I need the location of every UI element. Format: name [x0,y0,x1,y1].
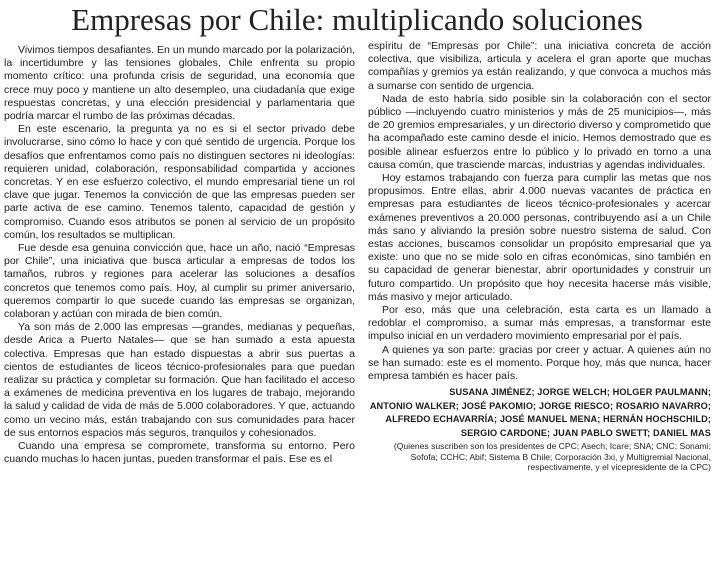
note-line: Sofofa; CCHC; Abif; Sistema B Chile; Corporación 3xi, y Multigremial Nacional, [410,451,711,462]
paragraph: Cuando una empresa se compromete, transforma su entorno. Pero cuando muchas lo hacen juntas, pueden transformar el país. Ese es el [4,440,355,466]
note-line: respectivamente, y el vicepresidente de la CPC) [527,462,711,473]
right-column [368,40,711,566]
paragraph: A quienes ya son parte: gracias por creer y actuar. A quienes aún no se han sumado: este es el momento. Porque hoy, más que nunca, hacer empresa también es hacer país. [368,343,711,383]
paragraph: espíritu de “Empresas por Chile”: una iniciativa concreta de acción colectiva, que visibiliza, articula y acelera el gran aporte que muchas compañías y gremios ya están realizando, y que convoca a muchos más a sumarse con sentido de urgencia. [368,40,711,92]
signers-line: SUSANA JIMÉNEZ; JORGE WELCH; HOLGER PAULMANN; [449,387,711,398]
paragraph: Ya son más de 2.000 las empresas —grandes, medianas y pequeñas, desde Arica a Puerto Natales— que se han sumado a esta apuesta colectiva. Empresas que han estado dispuestas a abrir sus puertas a cientos de estudiantes de liceos técnico-profesionales para que puedan realizar su práctica y completar su formación. Que han facilitado el acceso a exámenes de medicina preventiva en los lugares de trabajo, mejorando la salud y calidad de vida de más de 5.000 colaboradores. Y que, actuando como un vecino más, están trabajando con sus comunidades para hacer de sus entornos espacios más seguros, tranquilos y cohesionados. [4,321,355,439]
note-line: (Quienes suscriben son los presidentes de CPC; Asech; Icare; SNA; CNC; Sonami; [393,440,711,451]
paragraph: Vivimos tiempos desafiantes. En un mundo marcado por la polarización, la incertidumbre y las tensiones globales, Chile enfrenta su propio momento crítico: una profunda crisis de seguridad, una economía que crece muy poco y mantiene un alto desempleo, una ciudadanía que exige respuestas concretas, y una elección presidencial y parlamentaria que podría marcar el rumbo de las próximas décadas. [4,44,355,123]
paragraph: Nada de esto habría sido posible sin la colaboración con el sector público —incluyendo cuatro ministerios y más de 25 municipios—, más de 20 gremios empresariales, y un directorio diverso y comprometido que ha acompañado este camino desde el inicio. Hemos demostrado que es posible alinear esfuerzos entre lo público y lo privado en torno a una causa común, que trasciende marcas, industrias y agendas individuales. [368,92,711,171]
signers-line: ALFREDO ECHAVARRÍA; JOSÉ MANUEL MENA; HERNÁN HOCHSCHILD; [385,414,711,425]
signers-line: SERGIO CARDONE; JUAN PABLO SWETT; DANIEL MAS [460,427,711,438]
signatories [368,386,711,440]
paragraph: Fue desde esa genuina convicción que, hace un año, nació “Empresas por Chile”, una iniciativa que busca articular a empresas de todos los tamaños, rubros y regiones para acelerar las soluciones a desafíos concretos que tenemos como país. Hoy, al cumplir su primer aniversario, queremos compartir lo que sucede cuando las empresas se organizan, colaboran y actúan con mirada de bien común. [4,242,355,321]
signers-line: ANTONIO WALKER; JOSÉ PAKOMIO; JORGE RIESCO; ROSARIO NAVARRO; [369,400,711,411]
paragraph: Por eso, más que una celebración, esta carta es un llamado a redoblar el compromiso, a sumar más empresas, a transformar este impulso inicial en un verdadero movimiento empresarial por el país. [368,304,711,343]
article-headline: Empresas por Chile: multiplicando soluciones [71,2,643,37]
left-column [4,44,355,570]
paragraph: En este escenario, la pregunta ya no es si el sector privado debe involucrarse, sino cómo lo hace y con qué sentido de urgencia. Porque los desafíos que enfrentamos como país no distinguen sectores ni ideologías: requieren unidad, colaboración, responsabilidad compartida y acciones concretas. Y en ese esfuerzo colectivo, el mundo empresarial tiene un rol clave que jugar. Tenemos la convicción de que las empresas pueden ser parte activa de ese camino. Tenemos talento, capacidad de gestión y compromiso. Cuando esos atributos se ponen al servicio de un propósito común, los resultados se multiplican. [4,123,355,241]
paragraph: Hoy estamos trabajando con fuerza para cumplir las metas que nos propusimos. Entre ellas, abrir 4.000 nuevas vacantes de práctica en empresas para estudiantes de liceos técnico-profesionales y acercar exámenes preventivos a 20.000 personas, contribuyendo así a un Chile más sano y aliviando la presión sobre nuestro sistema de salud. Con estas acciones, buscamos consolidar un propósito empresarial que ya existe: uno que no se mide solo en cifras económicas, sino también en su capacidad de generar bienestar, abrir oportunidades y construir un futuro compartido. Un propósito que hoy necesita hacerse más visible, más masivo y mejor articulado. [368,172,711,303]
signers-note [368,441,711,473]
